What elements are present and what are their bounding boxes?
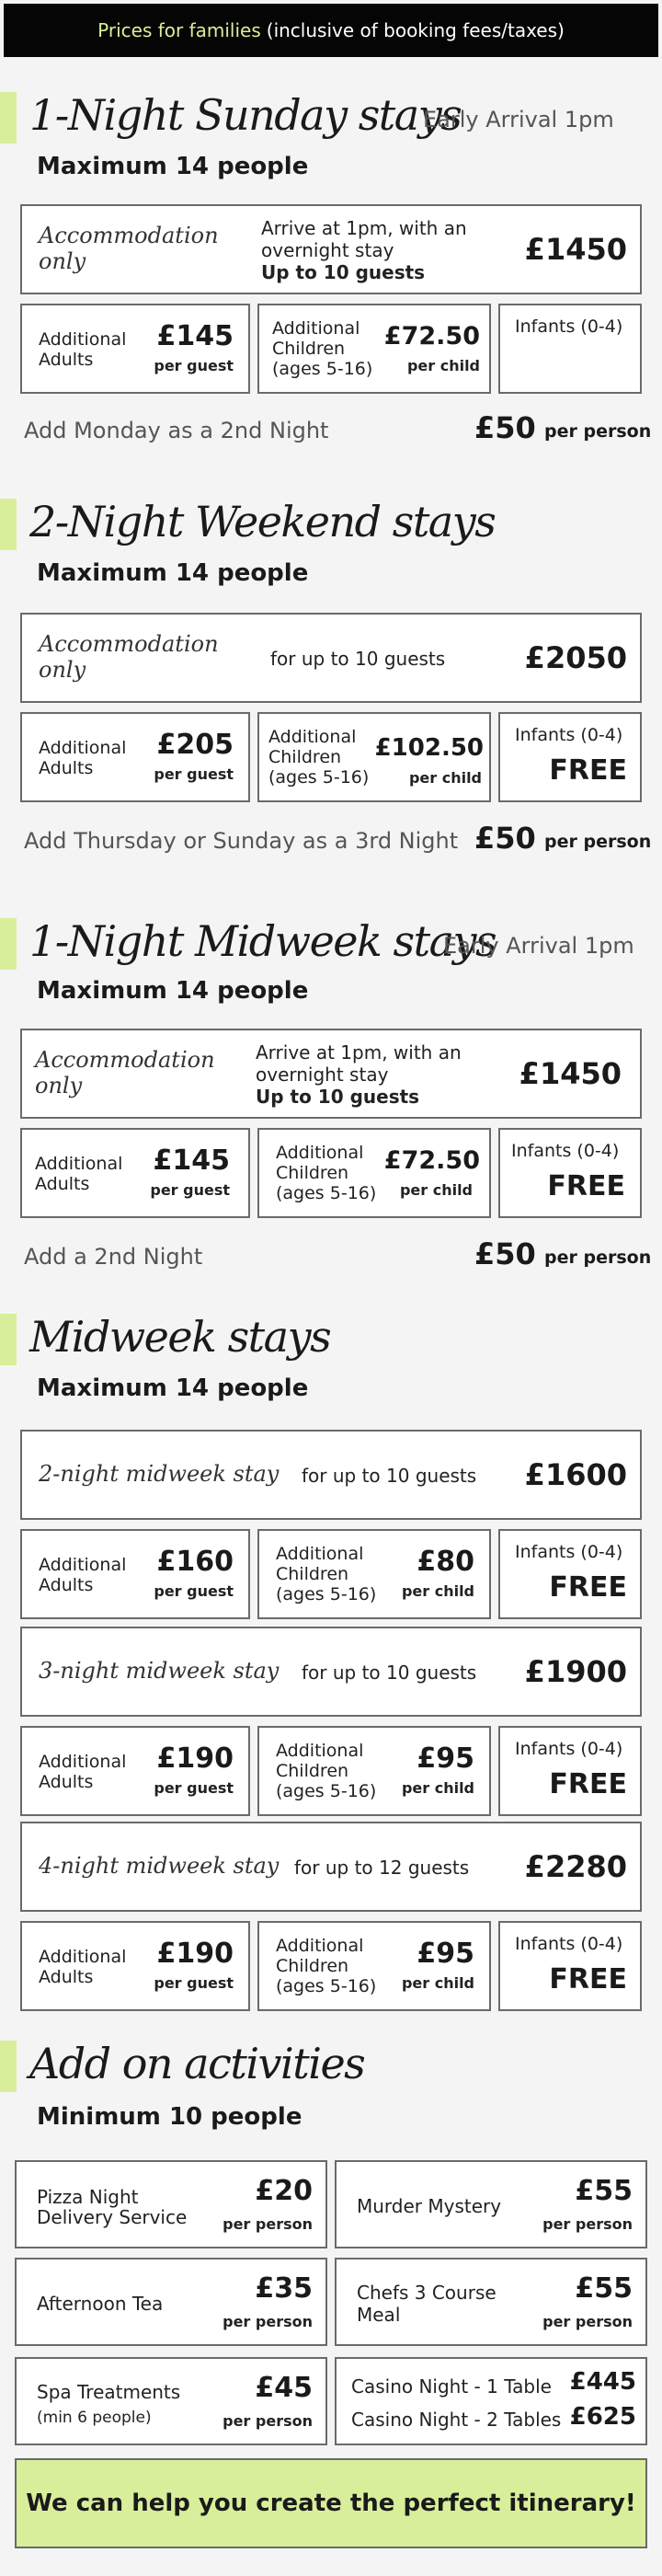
children-box: [257, 712, 491, 802]
add-night-label: Add Thursday or Sunday as a 3rd Night: [24, 828, 459, 854]
adults-price: £145: [156, 320, 234, 352]
children-per: per child: [401, 1974, 474, 1992]
activity-per: per person: [542, 2313, 633, 2330]
adults-price: £190: [156, 1742, 234, 1775]
accommodation-label-2: only: [39, 657, 86, 683]
activity-price: £35: [255, 2272, 313, 2305]
children-box: [257, 1921, 491, 2011]
activity-note: (min 6 people): [37, 2409, 152, 2427]
section-title: 1-Night Midweek stays: [29, 916, 496, 966]
adults-per: per guest: [154, 765, 234, 783]
infants-label: Infants (0-4): [515, 1739, 623, 1759]
infants-price: FREE: [549, 754, 627, 787]
adults-label-1: Additional: [39, 329, 127, 350]
adults-label-2: Adults: [39, 758, 94, 778]
accommodation-label-1: Accommodation: [35, 1047, 215, 1073]
children-box: [257, 1726, 491, 1816]
children-label-3: (ages 5-16): [276, 1781, 377, 1801]
accommodation-box: [20, 613, 642, 703]
infants-price: FREE: [549, 1571, 627, 1604]
section-title: Add on activities: [29, 2039, 365, 2088]
activity-price: £20: [255, 2175, 313, 2207]
adults-label-1: Additional: [39, 1947, 127, 1967]
accommodation-label-2: only: [39, 248, 86, 274]
stay-description: for up to 10 guests: [302, 1465, 477, 1487]
children-price: £72.50: [383, 322, 480, 351]
children-per: per child: [401, 1779, 474, 1797]
activity-name-2: Delivery Service: [37, 2206, 188, 2228]
infants-label: Infants (0-4): [511, 1141, 620, 1161]
section-accent: [0, 499, 17, 550]
infants-box: [498, 712, 642, 802]
activity-per: per person: [542, 2215, 633, 2233]
activity-per: per person: [223, 2313, 313, 2330]
stay-guests: Up to 10 guests: [261, 261, 426, 283]
children-label-3: (ages 5-16): [276, 1183, 377, 1203]
adults-label-2: Adults: [35, 1174, 90, 1194]
activity-name: Afternoon Tea: [37, 2293, 164, 2315]
add-night-label: Add a 2nd Night: [24, 1244, 203, 1270]
activity-price: £55: [575, 2175, 633, 2207]
adults-box: [20, 1726, 250, 1816]
infants-box: [498, 1726, 642, 1816]
children-per: per child: [408, 769, 482, 787]
adults-box: [20, 304, 250, 394]
children-per: per child: [401, 1582, 474, 1600]
children-label-3: (ages 5-16): [276, 1584, 377, 1604]
adults-box: [20, 1529, 250, 1619]
stay-description-2: overnight stay: [261, 239, 394, 261]
section-accent: [0, 918, 17, 970]
adults-label-1: Additional: [39, 1752, 127, 1772]
adults-label-2: Adults: [39, 1772, 94, 1792]
adults-label-1: Additional: [35, 1154, 123, 1174]
activity-price: £45: [255, 2372, 313, 2404]
adults-per: per guest: [154, 1582, 234, 1600]
section-accent: [0, 1314, 17, 1365]
children-box: [257, 1529, 491, 1619]
children-label-1: Additional: [276, 1936, 364, 1956]
accommodation-label-2: only: [35, 1073, 83, 1098]
accommodation-price: £1450: [519, 1056, 622, 1091]
children-price: £95: [417, 1938, 474, 1970]
adults-per: per guest: [154, 1779, 234, 1797]
adults-price: £205: [156, 729, 234, 761]
children-price: £102.50: [374, 734, 484, 762]
max-people: Maximum 14 people: [37, 559, 309, 587]
adults-per: per guest: [154, 1974, 234, 1992]
add-night-price: £50: [474, 821, 536, 856]
infants-label: Infants (0-4): [515, 316, 623, 337]
children-label-1: Additional: [268, 727, 357, 747]
activity-per: per person: [223, 2412, 313, 2430]
max-people: Maximum 14 people: [37, 1374, 309, 1402]
casino-2-price: £625: [569, 2403, 636, 2431]
stay-description-1: Arrive at 1pm, with an: [261, 217, 467, 239]
adults-box: [20, 1921, 250, 2011]
casino-1-table: Casino Night - 1 Table: [351, 2375, 552, 2398]
max-people: Maximum 14 people: [37, 977, 309, 1005]
adults-box: [20, 712, 250, 802]
section-accent: [0, 2041, 17, 2092]
accommodation-label-1: Accommodation: [39, 631, 219, 657]
children-label-3: (ages 5-16): [276, 1976, 377, 1996]
adults-label-1: Additional: [39, 1555, 127, 1575]
infants-price: FREE: [549, 1963, 627, 1995]
children-label-1: Additional: [276, 1741, 364, 1761]
infants-price: FREE: [547, 1170, 625, 1202]
infants-box: [498, 304, 642, 394]
header-rest: (inclusive of booking fees/taxes): [266, 19, 565, 41]
children-box: [257, 304, 491, 394]
add-night-per: per person: [544, 832, 652, 852]
infants-label: Infants (0-4): [515, 725, 623, 745]
infants-label: Infants (0-4): [515, 1542, 623, 1562]
midweek-stay-box: [20, 1430, 642, 1520]
adults-price: £190: [156, 1938, 234, 1970]
stay-description-1: Arrive at 1pm, with an: [256, 1041, 462, 1064]
section-title: Midweek stays: [29, 1312, 331, 1362]
casino-1-price: £445: [569, 2368, 636, 2396]
adults-box: [20, 1128, 250, 1218]
stay-description: for up to 12 guests: [294, 1857, 470, 1879]
min-people: Minimum 10 people: [37, 2103, 302, 2131]
children-box: [257, 1128, 491, 1218]
children-label-2: Children: [268, 747, 342, 767]
activity-price: £55: [575, 2272, 633, 2305]
midweek-stay-box: [20, 1627, 642, 1717]
infants-box: [498, 1529, 642, 1619]
adults-label-2: Adults: [39, 350, 94, 370]
children-label-1: Additional: [276, 1544, 364, 1564]
stay-label: 4-night midweek stay: [39, 1853, 280, 1879]
children-label-2: Children: [276, 1956, 349, 1976]
activity-afternoon-tea: [15, 2258, 327, 2346]
section-subtitle: Early Arrival 1pm: [423, 107, 614, 132]
children-label-1: Additional: [276, 1143, 364, 1163]
activity-per: per person: [223, 2215, 313, 2233]
stay-description: for up to 10 guests: [270, 648, 446, 670]
adults-per: per guest: [154, 357, 234, 374]
infants-label: Infants (0-4): [515, 1934, 623, 1954]
children-label-2: Children: [276, 1564, 349, 1584]
accommodation-box: [20, 1029, 642, 1119]
section-subtitle: Early Arrival 1pm: [443, 933, 634, 959]
add-night-label: Add Monday as a 2nd Night: [24, 418, 329, 443]
stay-label: 3-night midweek stay: [39, 1658, 280, 1684]
infants-box: [498, 1921, 642, 2011]
children-price: £80: [417, 1546, 474, 1578]
casino-2-tables: Casino Night - 2 Tables: [351, 2409, 562, 2431]
activity-spa: [15, 2357, 327, 2445]
stay-price: £1900: [524, 1654, 627, 1689]
adults-price: £145: [153, 1144, 230, 1177]
children-label-2: Children: [276, 1761, 349, 1781]
accommodation-price: £1450: [524, 232, 627, 267]
activity-name: Murder Mystery: [357, 2195, 502, 2217]
activity-murder-mystery: [335, 2160, 647, 2248]
accommodation-label-1: Accommodation: [39, 223, 219, 248]
accommodation-price: £2050: [524, 640, 627, 675]
stay-guests: Up to 10 guests: [256, 1086, 420, 1108]
itinerary-cta[interactable]: We can help you create the perfect itinerary!: [15, 2458, 647, 2548]
accommodation-box: [20, 204, 642, 294]
children-label-3: (ages 5-16): [268, 767, 370, 788]
children-price: £72.50: [383, 1146, 480, 1175]
adults-label-2: Adults: [39, 1575, 94, 1595]
section-title: 2-Night Weekend stays: [29, 497, 496, 546]
children-label-3: (ages 5-16): [272, 359, 373, 379]
stay-description: for up to 10 guests: [302, 1662, 477, 1684]
pricing-header-bar: [4, 4, 658, 57]
adults-price: £160: [156, 1546, 234, 1578]
stay-description-2: overnight stay: [256, 1064, 389, 1086]
activity-pizza: [15, 2160, 327, 2248]
stay-price: £1600: [524, 1457, 627, 1492]
infants-box: [498, 1128, 642, 1218]
section-accent: [0, 92, 17, 144]
add-night-price: £50: [474, 410, 536, 445]
stay-label: 2-night midweek stay: [39, 1461, 280, 1487]
add-night-per: per person: [544, 1248, 652, 1268]
children-label-2: Children: [272, 339, 346, 359]
midweek-stay-box: [20, 1822, 642, 1912]
header-highlight: Prices for families: [97, 19, 261, 41]
add-night-price: £50: [474, 1236, 536, 1271]
adults-per: per guest: [150, 1181, 230, 1199]
activity-name-2: Meal: [357, 2304, 401, 2326]
adults-label-1: Additional: [39, 738, 127, 758]
adults-label-2: Adults: [39, 1967, 94, 1987]
activity-name: Spa Treatments: [37, 2381, 181, 2403]
infants-price: FREE: [549, 1768, 627, 1800]
children-per: per child: [399, 1181, 473, 1199]
activity-name-1: Chefs 3 Course: [357, 2282, 496, 2304]
activity-name-1: Pizza Night: [37, 2186, 139, 2208]
children-price: £95: [417, 1742, 474, 1775]
section-title: 1-Night Sunday stays: [29, 90, 462, 140]
max-people: Maximum 14 people: [37, 153, 309, 180]
children-per: per child: [406, 357, 480, 374]
add-night-per: per person: [544, 421, 652, 442]
activity-casino: [335, 2357, 647, 2445]
children-label-1: Additional: [272, 318, 360, 339]
children-label-2: Children: [276, 1163, 349, 1183]
activity-chefs-meal: [335, 2258, 647, 2346]
stay-price: £2280: [524, 1849, 627, 1884]
